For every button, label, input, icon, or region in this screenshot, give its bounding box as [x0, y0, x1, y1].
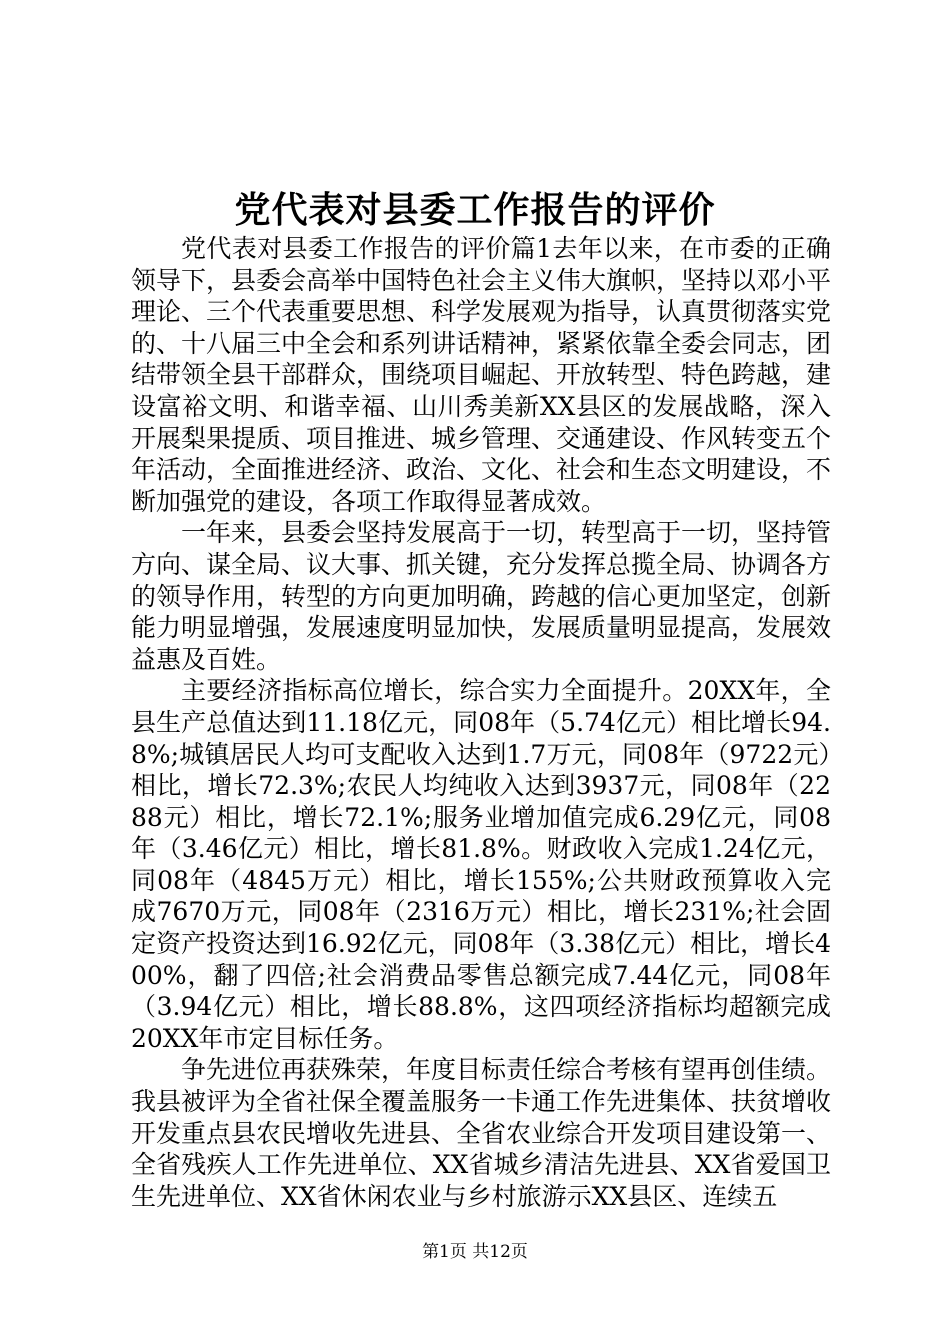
document-title: 党代表对县委工作报告的评价 [234, 189, 716, 231]
page-number-footer: 第1页 共12页 [422, 1242, 528, 1262]
paragraph: 主要经济指标高位增长，综合实力全面提升。20XX年，全县生产总值达到11.18亿元，同08年（5.74亿元）相比增长94.8%;城镇居民人均可支配收入达到1.7万元，同08年（9722元）相比，增长72.3%;农民人均纯收入达到3937元，同08年（2288元）相比，增长72.1%;服务业增加值完成6.29亿元，同08年（3.46亿元）相比，增长81.8%。财政收入完成1.24亿元，同08年（4845万元）相比，增长155%;公共财政预算收入完成7670万元，同08年（2316万元）相比，增长231%;社会固定资产投资达到16.92亿元，同08年（3.38亿元）相比，增长400%，翻了四倍;社会消费品零售总额完成7.44亿元，同08年（3.94亿元）相比，增长88.8%，这四项经济指标均超额完成20XX年市定目标任务。 [131, 676, 831, 1053]
document-body [131, 233, 831, 1212]
paragraph: 争先进位再获殊荣，年度目标责任综合考核有望再创佳绩。我县被评为全省社保全覆盖服务一卡通工作先进集体、扶贫增收开发重点县农民增收先进县、全省农业综合开发项目建设第一、全省残疾人工作先进单位、XX省城乡清洁先进县、XX省爱国卫生先进单位、XX省休闲农业与乡村旅游示XX县区、连续五 [131, 1055, 832, 1211]
paragraph: 一年来，县委会坚持发展高于一切，转型高于一切，坚持管方向、谋全局、议大事、抓关键，充分发挥总揽全局、协调各方的领导作用，转型的方向更加明确，跨越的信心更加坚定，创新能力明显增强，发展速度明显加快，发展质量明显提高，发展效益惠及百姓。 [131, 518, 832, 674]
paragraph: 党代表对县委工作报告的评价篇1去年以来，在市委的正确领导下，县委会高举中国特色社会主义伟大旗帜，坚持以邓小平理论、三个代表重要思想、科学发展观为指导，认真贯彻落实党的、十八届三中全会和系列讲话精神，紧紧依靠全委会同志，团结带领全县干部群众，围绕项目崛起、开放转型、特色跨越，建设富裕文明、和谐幸福、山川秀美新XX县区的发展战略，深入开展梨果提质、项目推进、城乡管理、交通建设、作风转变五个年活动，全面推进经济、政治、文化、社会和生态文明建设，不断加强党的建设，各项工作取得显著成效。 [131, 234, 832, 516]
